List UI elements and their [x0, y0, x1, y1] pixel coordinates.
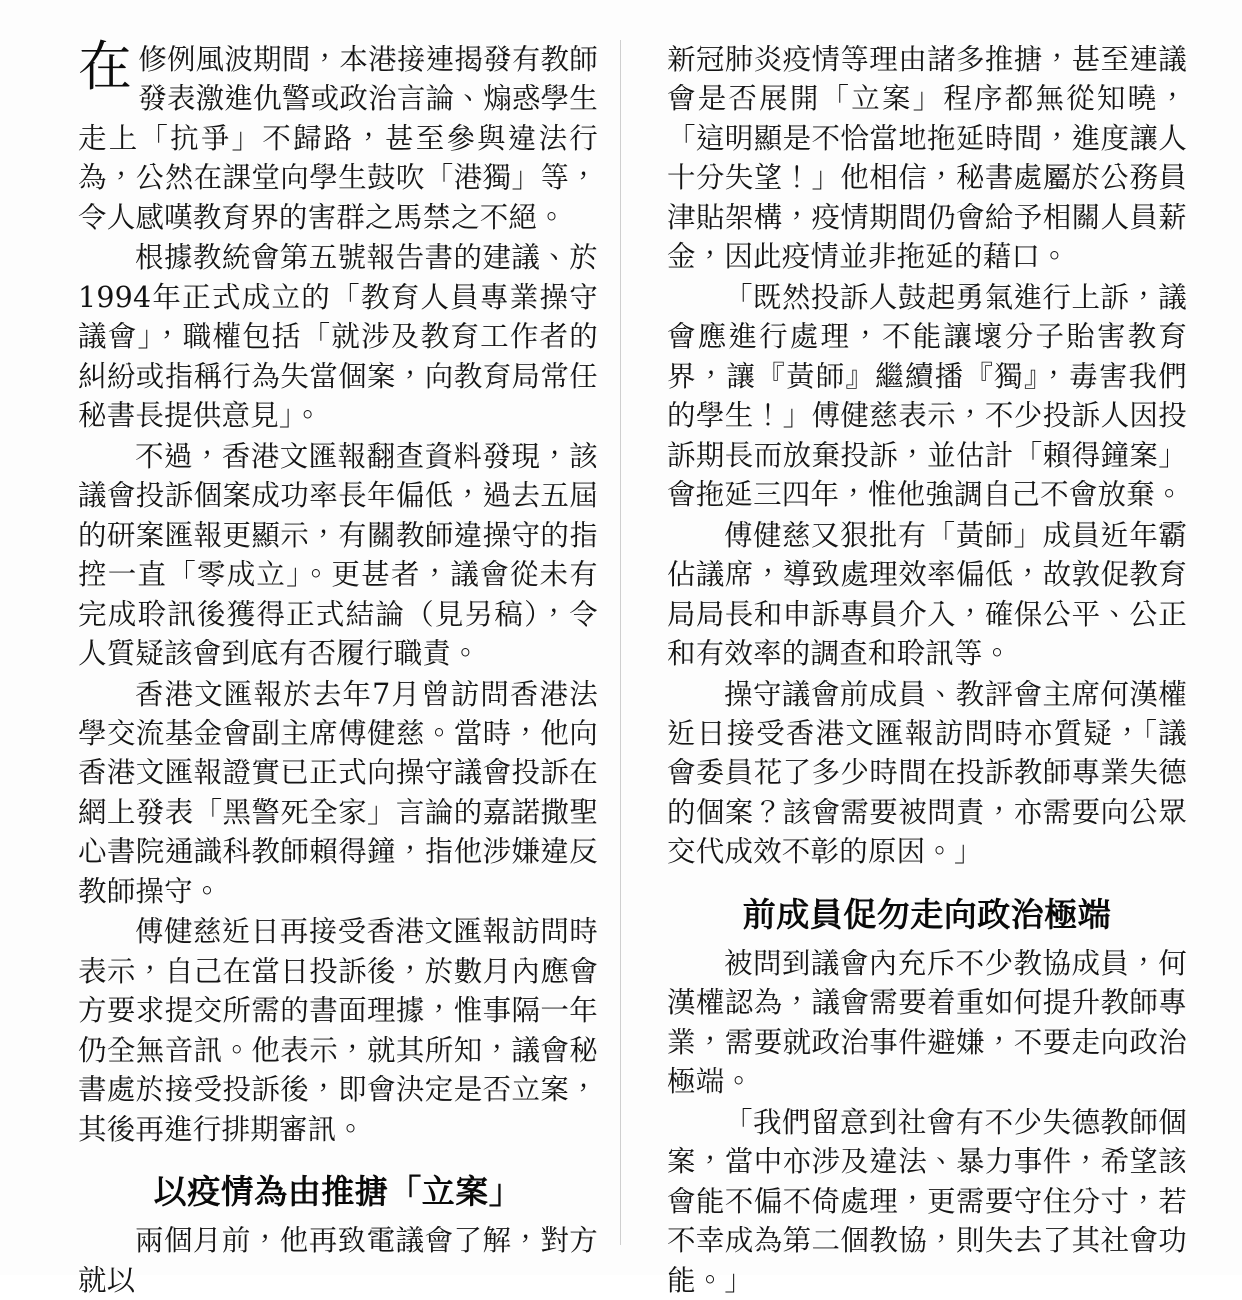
right-column [667, 40, 1187, 1297]
paragraph: 根據教統會第五號報告書的建議、於1994年正式成立的「教育人員專業操守議會」，職權包括「就涉及教育工作者的糾紛或指稱行為失當個案，向教育局常任秘書長提供意見」。 [78, 241, 598, 433]
paragraph: 香港文匯報於去年7月曾訪問香港法學交流基金會副主席傅健慈。當時，他向香港文匯報證實已正式向操守議會投訴在網上發表「黑警死全家」言論的嘉諾撒聖心書院通識科教師賴得鐘，指他涉嫌違反教師操守。 [78, 677, 598, 908]
paragraph: 新冠肺炎疫情等理由諸多推搪，甚至連議會是否展開「立案」程序都無從知曉，「這明顯是不恰當地拖延時間，進度讓人十分失望！」他相信，秘書處屬於公務員津貼架構，疫情期間仍會給予相關人員薪金，因此疫情並非拖延的藉口。 [667, 43, 1187, 274]
paragraph: 操守議會前成員、教評會主席何漢權近日接受香港文匯報訪問時亦質疑，「議會委員花了多少時間在投訴教師專業失德的個案？該會需要被問責，亦需要向公眾交代成效不彰的原因。」 [667, 677, 1187, 869]
drop-cap: 在 [78, 35, 133, 98]
paragraph: 兩個月前，他再致電議會了解，對方就以 [78, 1224, 598, 1297]
paragraph [78, 35, 598, 237]
paragraph: 「我們留意到社會有不少失德教師個案，當中亦涉及違法、暴力事件，希望該會能不偏不倚處理，更需要守住分寸，若不幸成為第二個教協，則失去了其社會功能。」 [667, 1105, 1187, 1297]
paragraph-text: 修例風波期間，本港接連揭發有教師發表激進仇警或政治言論、煽惑學生走上「抗爭」不歸路，甚至參與違法行為，公然在課堂向學生鼓吹「港獨」等，令人感嘆教育界的害群之馬禁之不絕。 [78, 43, 598, 234]
left-column [78, 35, 621, 1297]
paragraph: 「既然投訴人鼓起勇氣進行上訴，議會應進行處理，不能讓壞分子貽害教育界，讓『黃師』繼續播『獨』，毒害我們的學生！」傅健慈表示，不少投訴人因投訴期長而放棄投訴，並估計「賴得鐘案」會拖延三四年，惟他強調自己不會放棄。 [667, 280, 1187, 512]
paragraph: 傅健慈近日再接受香港文匯報訪問時表示，自己在當日投訴後，於數月內應會方要求提交所需的書面理據，惟事隔一年仍全無音訊。他表示，就其所知，議會秘書處於接受投訴後，即會決定是否立案，其後再進行排期審訊。 [78, 915, 598, 1146]
section-subheading: 以疫情為由推搪「立案」 [153, 1172, 523, 1212]
section-subheading: 前成員促勿走向政治極端 [742, 894, 1112, 934]
article-columns [78, 35, 1187, 1297]
paragraph: 被問到議會內充斥不少教協成員，何漢權認為，議會需要着重如何提升教師專業，需要就政治事件避嫌，不要走向政治極端。 [667, 946, 1187, 1099]
paragraph: 傅健慈又狠批有「黃師」成員近年霸佔議席，導致處理效率偏低，故敦促教育局局長和申訴專員介入，確保公平、公正和有效率的調查和聆訊等。 [667, 518, 1187, 671]
paragraph: 不過，香港文匯報翻查資料發現，該議會投訴個案成功率長年偏低，過去五屆的研案匯報更顯示，有關教師違操守的指控一直「零成立」。更甚者，議會從未有完成聆訊後獲得正式結論（見另稿），令人質疑該會到底有否履行職責。 [78, 439, 598, 671]
